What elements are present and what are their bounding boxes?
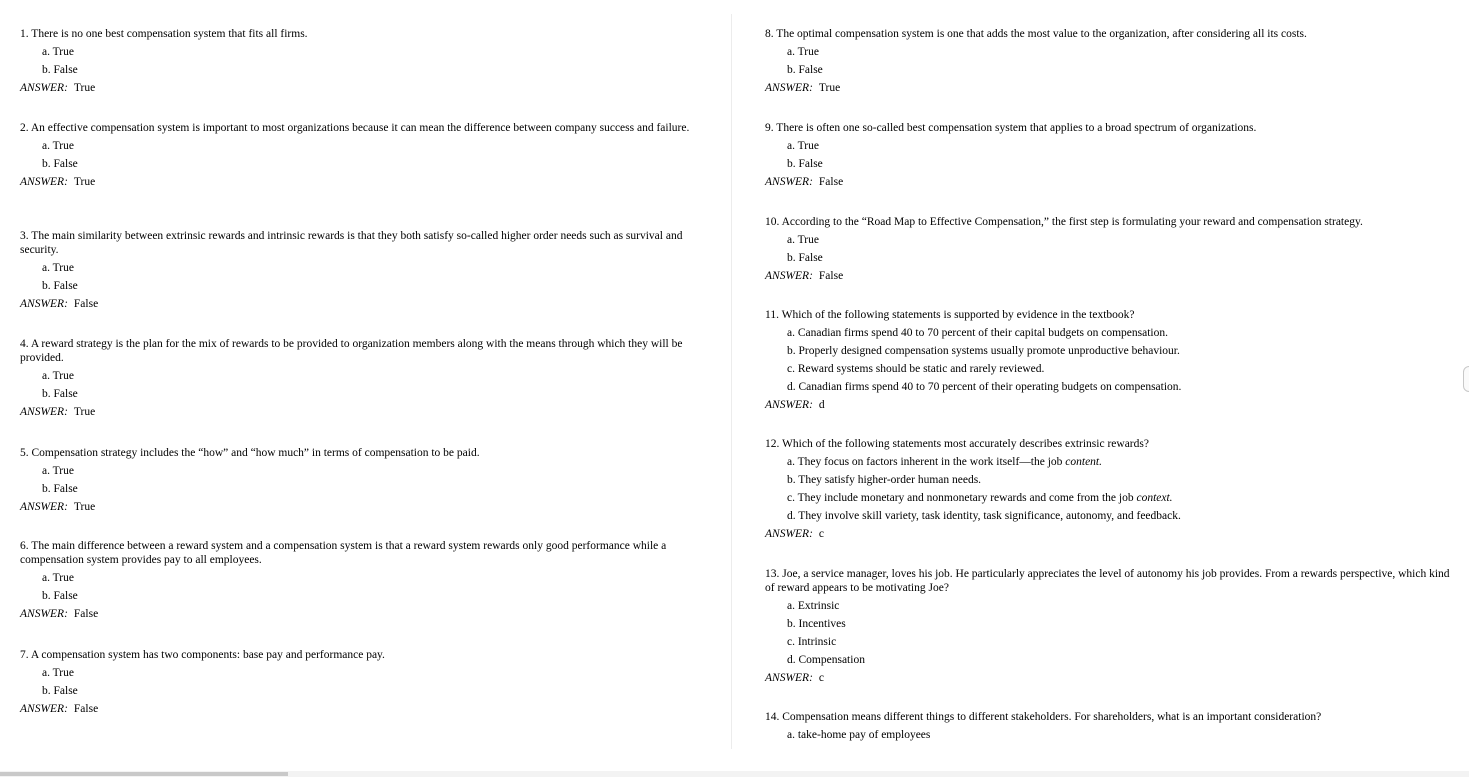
answer-line <box>765 398 1450 412</box>
answer-value: d <box>818 399 825 411</box>
question-6 <box>20 539 710 621</box>
question-3 <box>20 229 710 311</box>
answer-value: False <box>818 176 844 188</box>
option-a: a. True <box>787 234 819 246</box>
option-c: c. Intrinsic <box>787 636 837 648</box>
question-7 <box>20 648 710 716</box>
answer-value: c <box>818 672 825 684</box>
option-b: b. Properly designed compensation systems usually promote unproductive behaviour. <box>787 345 1180 357</box>
answer-line <box>20 175 710 189</box>
answer-value: False <box>818 270 844 282</box>
question-2 <box>20 121 710 189</box>
answer-line <box>20 702 710 716</box>
question-1 <box>20 27 710 95</box>
option-a: a. True <box>42 667 74 679</box>
answer-value: False <box>73 298 99 310</box>
answer-value: True <box>73 406 96 418</box>
answer-line <box>20 607 710 621</box>
question-10 <box>765 215 1450 283</box>
answer-label: ANSWER: <box>20 176 68 188</box>
answer-label: ANSWER: <box>20 82 68 94</box>
answer-label: ANSWER: <box>20 703 68 715</box>
option-a: a. True <box>787 46 819 58</box>
answer-value: c <box>818 528 825 540</box>
question-13 <box>765 567 1450 685</box>
option-b: b. False <box>42 483 78 495</box>
option-b: b. False <box>787 158 823 170</box>
option-a: a. True <box>787 140 819 152</box>
option-b: b. False <box>787 252 823 264</box>
option-b: b. False <box>42 64 78 76</box>
answer-label: ANSWER: <box>20 298 68 310</box>
answer-line <box>20 81 710 95</box>
question-stem: 13. Joe, a service manager, loves his job. He particularly appreciates the level of autonomy his job provides. From a rewards perspective, which kind of reward appears to be motivating Joe? <box>765 568 1450 594</box>
answer-value: False <box>73 608 99 620</box>
question-5 <box>20 446 710 514</box>
option-b: b. False <box>42 388 78 400</box>
answer-line <box>20 405 710 419</box>
question-stem: 4. A reward strategy is the plan for the mix of rewards to be provided to organization members along with the means through which they will be provided. <box>20 338 683 364</box>
answer-line <box>765 175 1450 189</box>
option-a: a. True <box>42 46 74 58</box>
answer-line <box>765 269 1450 283</box>
column-divider <box>731 14 732 749</box>
option-a: a. take-home pay of employees <box>787 729 931 741</box>
question-14 <box>765 710 1450 742</box>
answer-label: ANSWER: <box>765 672 813 684</box>
answer-value: True <box>73 82 96 94</box>
option-b: b. Incentives <box>787 618 846 630</box>
question-stem: 1. There is no one best compensation system that fits all firms. <box>20 28 308 40</box>
option-a: a. True <box>42 465 74 477</box>
option-a: a. True <box>42 262 74 274</box>
answer-line <box>20 500 710 514</box>
option-d: d. Compensation <box>787 654 865 666</box>
option-c: c. Reward systems should be static and rarely reviewed. <box>787 363 1045 375</box>
answer-label: ANSWER: <box>765 270 813 282</box>
answer-line <box>765 671 1450 685</box>
question-stem: 8. The optimal compensation system is one that adds the most value to the organization, after considering all its costs. <box>765 28 1307 40</box>
option-a: a. True <box>42 370 74 382</box>
option-b: b. False <box>42 280 78 292</box>
question-stem: 2. An effective compensation system is important to most organizations because it can mean the difference between company success and failure. <box>20 122 690 134</box>
question-stem: 14. Compensation means different things to different stakeholders. For shareholders, what is an important consideration? <box>765 711 1322 723</box>
question-11 <box>765 308 1450 412</box>
option-b: b. False <box>42 590 78 602</box>
question-stem: 11. Which of the following statements is supported by evidence in the textbook? <box>765 309 1135 321</box>
option-c: c. They include monetary and nonmonetary rewards and come from the job context. <box>787 492 1173 504</box>
answer-line <box>20 297 710 311</box>
option-d: d. They involve skill variety, task identity, task significance, autonomy, and feedback. <box>787 510 1181 522</box>
option-a: a. True <box>42 140 74 152</box>
answer-value: False <box>73 703 99 715</box>
question-12 <box>765 437 1450 541</box>
answer-value: True <box>73 176 96 188</box>
question-stem: 12. Which of the following statements most accurately describes extrinsic rewards? <box>765 438 1149 450</box>
question-8 <box>765 27 1450 95</box>
option-b: b. False <box>42 685 78 697</box>
scroll-handle[interactable] <box>1463 366 1469 392</box>
option-b: b. False <box>42 158 78 170</box>
question-4 <box>20 337 710 419</box>
answer-value: True <box>73 501 96 513</box>
answer-label: ANSWER: <box>765 399 813 411</box>
question-stem: 5. Compensation strategy includes the “how” and “how much” in terms of compensation to be paid. <box>20 447 480 459</box>
option-b: b. They satisfy higher-order human needs. <box>787 474 982 486</box>
question-stem: 10. According to the “Road Map to Effective Compensation,” the first step is formulating your reward and compensation strategy. <box>765 216 1363 228</box>
option-d: d. Canadian firms spend 40 to 70 percent of their operating budgets on compensation. <box>787 381 1182 393</box>
answer-label: ANSWER: <box>20 501 68 513</box>
answer-label: ANSWER: <box>765 82 813 94</box>
question-stem: 7. A compensation system has two components: base pay and performance pay. <box>20 649 385 661</box>
answer-label: ANSWER: <box>765 528 813 540</box>
question-stem: 6. The main difference between a reward system and a compensation system is that a reward system rewards only good performance while a compensation system provides pay to all employees. <box>20 540 667 566</box>
option-a: a. True <box>42 572 74 584</box>
answer-value: True <box>818 82 841 94</box>
answer-label: ANSWER: <box>20 406 68 418</box>
horizontal-scrollbar-thumb[interactable] <box>0 772 288 776</box>
question-stem: 9. There is often one so-called best compensation system that applies to a broad spectrum of organizations. <box>765 122 1257 134</box>
answer-line <box>765 81 1450 95</box>
answer-line <box>765 527 1450 541</box>
option-b: b. False <box>787 64 823 76</box>
option-a: a. They focus on factors inherent in the work itself—the job content. <box>787 456 1103 468</box>
question-9 <box>765 121 1450 189</box>
question-stem: 3. The main similarity between extrinsic rewards and intrinsic rewards is that they both satisfy so-called higher order needs such as survival and security. <box>20 230 683 256</box>
option-a: a. Canadian firms spend 40 to 70 percent of their capital budgets on compensation. <box>787 327 1168 339</box>
answer-label: ANSWER: <box>20 608 68 620</box>
answer-label: ANSWER: <box>765 176 813 188</box>
option-a: a. Extrinsic <box>787 600 840 612</box>
